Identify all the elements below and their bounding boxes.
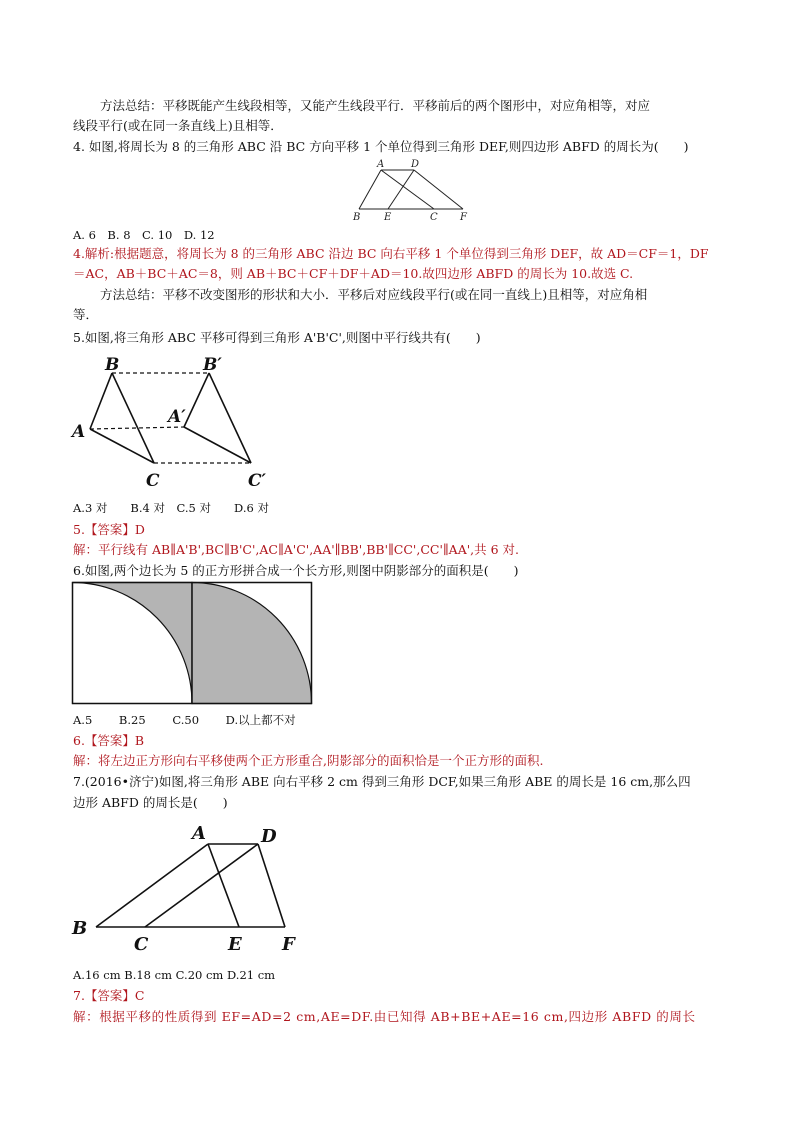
fig7-label-c: C <box>134 934 149 955</box>
fig4-label-e: E <box>384 212 392 223</box>
answer-6-label: 6.【答案】B <box>73 733 145 748</box>
fig5-label-b: B <box>105 355 120 375</box>
answer-6-explanation: 解：将左边正方形向右平移使两个正方形重合,阴影部分的面积恰是一个正方形的面积. <box>73 753 544 768</box>
figure-7-trapezoid-translation <box>70 818 320 953</box>
fig5-label-b-prime: B′ <box>203 355 222 375</box>
fig4-label-f: F <box>460 212 467 223</box>
fig4-label-d: D <box>411 159 420 170</box>
answer-5-explanation: 解：平行线有 AB∥A'B',BC∥B'C',AC∥A'C',AA'∥BB',BB'∥CC',CC'∥AA',共 6 对. <box>73 542 520 557</box>
fig5-label-a-prime: A′ <box>168 407 186 427</box>
question-5-options: A.3 对 B.4 对 C.5 对 D.6 对 <box>73 501 269 515</box>
question-7-line-1: 7.(2016•济宁)如图,将三角形 ABE 向右平移 2 cm 得到三角形 DCF,如果三角形 ABE 的周长是 16 cm,那么四 <box>73 774 691 789</box>
question-7-line-2: 边形 ABFD 的周长是( ) <box>73 795 228 810</box>
figure-5-triangle-translation <box>70 352 290 492</box>
fig5-label-c-prime: C′ <box>248 471 267 491</box>
fig7-label-a: A <box>192 823 206 844</box>
method-summary-4-2: 等． <box>73 307 99 322</box>
answer-7-explanation: 解：根据平移的性质得到 EF=AD=2 cm,AE=DF.由已知得 AB+BE+AE=16 cm,四边形 ABFD 的周长 <box>73 1009 696 1024</box>
question-5: 5.如图,将三角形 ABC 平移可得到三角形 A'B'C',则图中平行线共有( ) <box>73 330 481 345</box>
fig5-label-c: C <box>146 471 160 491</box>
fig5-label-a: A <box>72 422 86 442</box>
method-summary-1: 方法总结：平移既能产生线段相等，又能产生线段平行．平移前后的两个图形中，对应角相等，对应 <box>100 98 651 113</box>
question-6: 6.如图,两个边长为 5 的正方形拼合成一个长方形,则图中阴影部分的面积是( ) <box>73 563 519 578</box>
fig7-label-e: E <box>228 934 242 955</box>
figure-4-parallelogram-diagram <box>350 156 490 226</box>
answer-7-label: 7.【答案】C <box>73 988 145 1003</box>
question-4-options: A. 6 B. 8 C. 10 D. 12 <box>73 228 215 242</box>
answer-5-label: 5.【答案】D <box>73 522 145 537</box>
answer-4-explanation-1: 4.解析:根据题意，将周长为 8 的三角形 ABC 沿边 BC 向右平移 1 个单位得到三角形 DEF，故 AD＝CF＝1，DF <box>73 246 709 261</box>
fig7-label-d: D <box>261 826 277 847</box>
fig4-label-a: A <box>377 159 385 170</box>
method-summary-4-1: 方法总结：平移不改变图形的形状和大小．平移后对应线段平行(或在同一直线上)且相等，对应角相 <box>100 287 648 302</box>
question-4: 4. 如图,将周长为 8 的三角形 ABC 沿 BC 方向平移 1 个单位得到三角形 DEF,则四边形 ABFD 的周长为( ) <box>73 139 689 154</box>
fig4-label-c: C <box>430 212 438 223</box>
figure-6-two-squares-shaded <box>72 582 317 708</box>
method-summary-2: 线段平行(或在同一条直线上)且相等． <box>73 118 283 133</box>
question-6-options: A.5 B.25 C.50 D.以上都不对 <box>73 713 296 727</box>
fig4-label-b: B <box>353 212 361 223</box>
question-7-options: A.16 cm B.18 cm C.20 cm D.21 cm <box>73 968 276 982</box>
fig7-label-f: F <box>282 934 295 955</box>
answer-4-explanation-2: ＝AC，AB＋BC＋AC＝8，则 AB＋BC＋CF＋DF＋AD＝10.故四边形 ABFD 的周长为 10.故选 C. <box>73 266 634 281</box>
fig7-label-b: B <box>72 918 88 939</box>
